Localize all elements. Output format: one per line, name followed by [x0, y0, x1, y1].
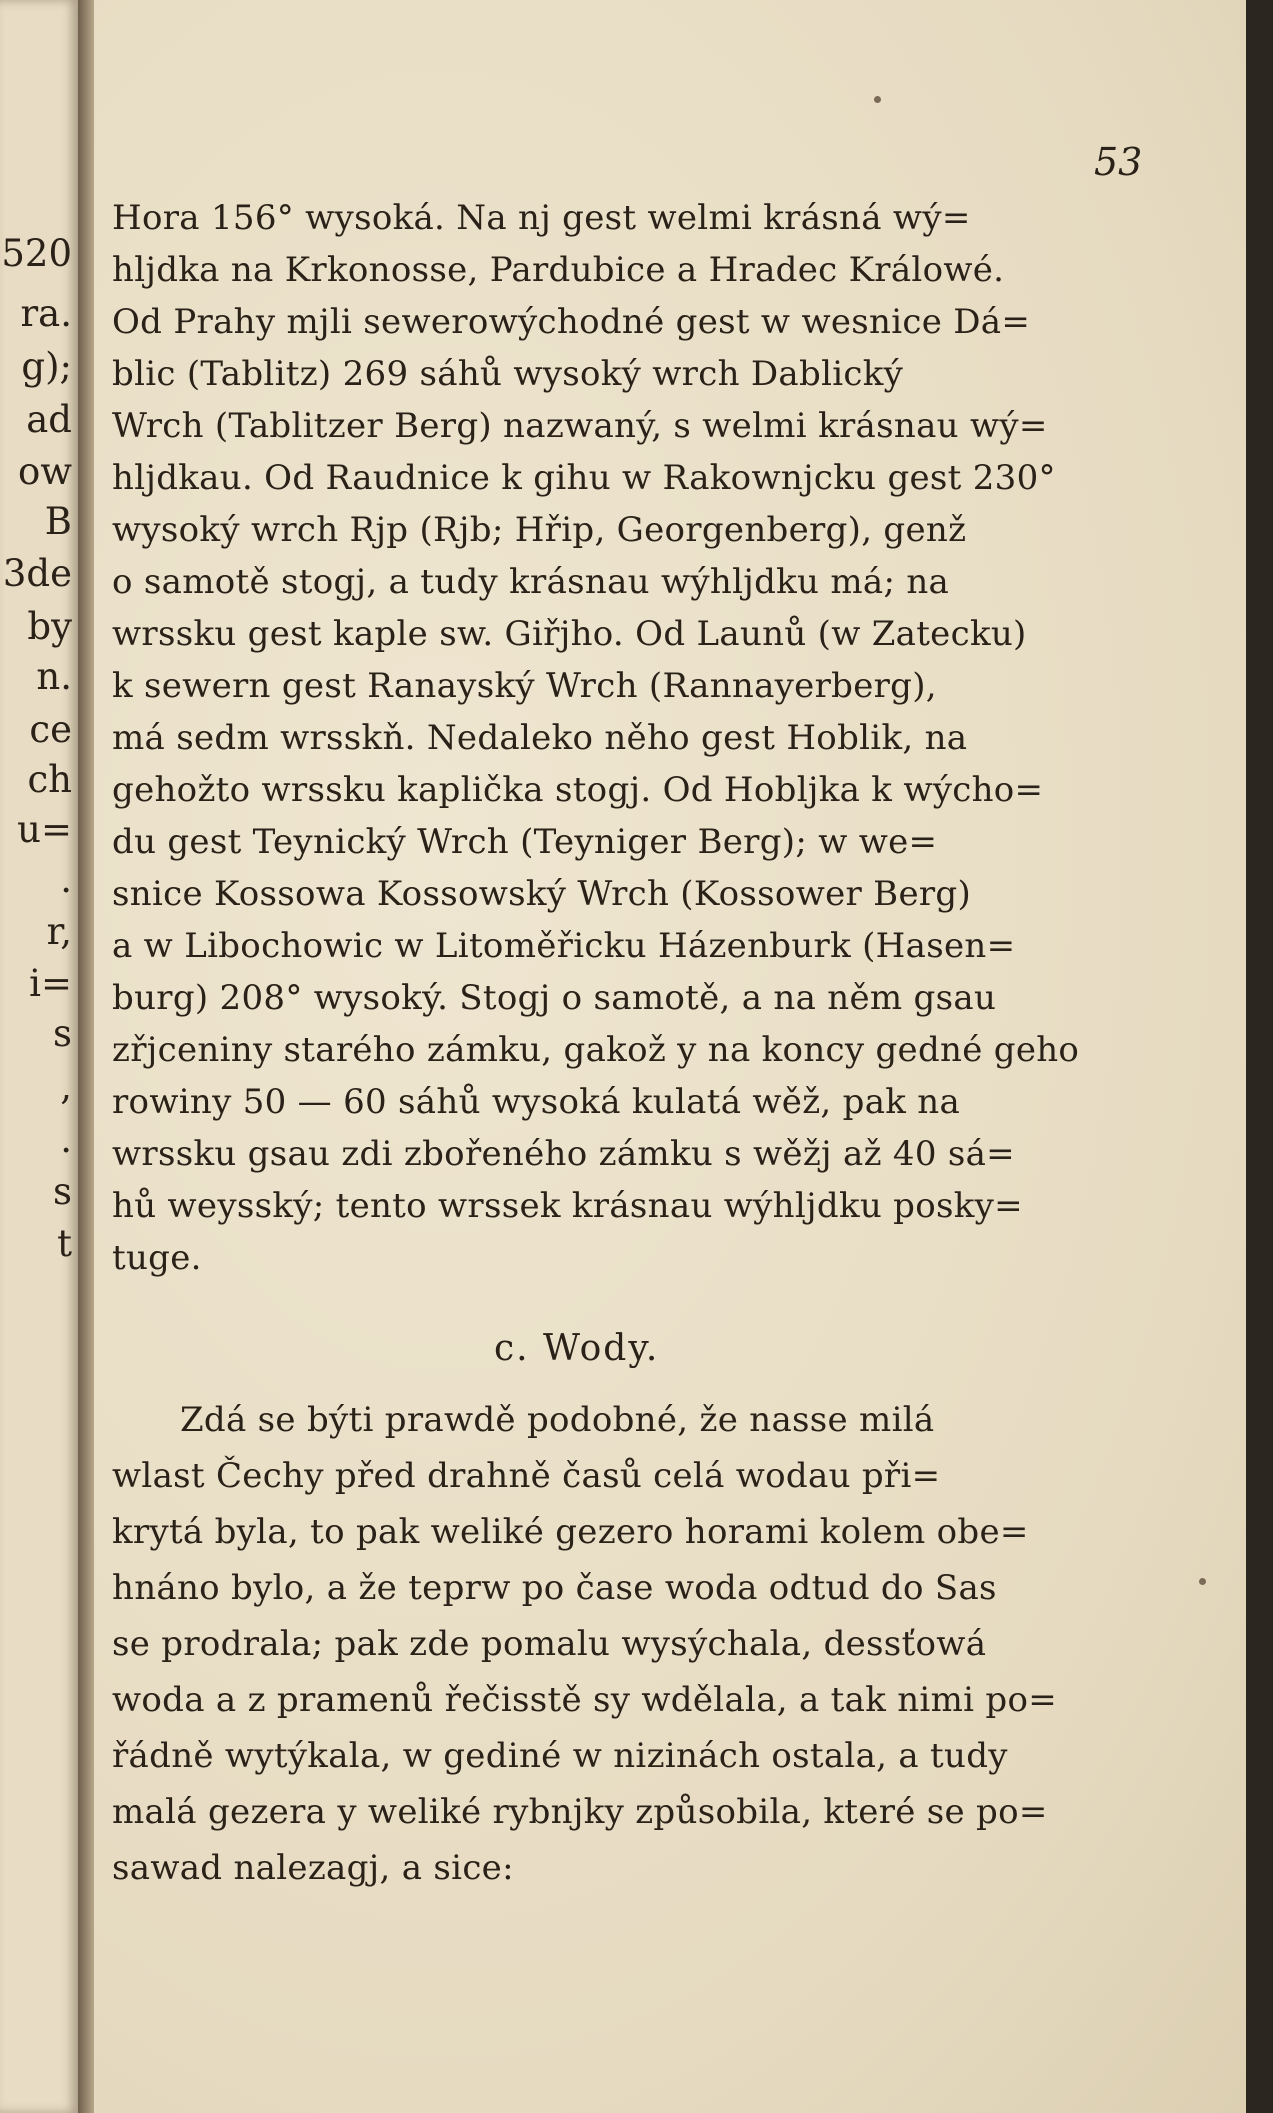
margin-fragment: by [27, 605, 72, 648]
text-line: hů weysský; tento wrssek krásnau wýhljdku posky= [112, 1186, 1023, 1226]
book-gutter [78, 0, 94, 2113]
margin-fragment: 3de [2, 552, 72, 595]
margin-fragment: ra. [20, 292, 72, 335]
text-line: Zdá se býti prawdě podobné, že nasse milá [180, 1400, 935, 1440]
margin-fragment: s [53, 1012, 72, 1055]
section-heading: c. Wody. [494, 1328, 660, 1369]
margin-fragment: i= [29, 962, 72, 1005]
paper-speck [874, 96, 881, 103]
text-line: krytá byla, to pak weliké gezero horami kolem obe= [112, 1512, 1029, 1552]
text-line: má sedm wrsskň. Nedaleko něho gest Hoblik, na [112, 718, 968, 758]
text-line: sawad nalezagj, a sice: [112, 1848, 514, 1888]
margin-fragment: s [53, 1170, 72, 1213]
text-line: a w Libochowic w Litoměřicku Házenburk (Hasen= [112, 926, 1016, 966]
margin-fragment: ad [26, 398, 72, 441]
text-line: hljdka na Krkonosse, Pardubice a Hradec Králowé. [112, 250, 1005, 290]
text-line: k sewern gest Ranayský Wrch (Rannayerberg), [112, 666, 937, 706]
margin-fragment: t [57, 1222, 72, 1265]
text-line: wrssku gest kaple sw. Giřjho. Od Launů (w Zatecku) [112, 614, 1027, 654]
margin-fragment: 520 [1, 232, 72, 275]
text-line: blic (Tablitz) 269 sáhů wysoký wrch Dablický [112, 354, 904, 394]
text-line: woda a z pramenů řečisstě sy wdělala, a tak nimi po= [112, 1680, 1058, 1720]
margin-fragment: g); [21, 345, 72, 388]
margin-fragment: u= [17, 808, 72, 851]
text-line: rowiny 50 — 60 sáhů wysoká kulatá wěž, pak na [112, 1082, 961, 1122]
text-line: tuge. [112, 1238, 202, 1278]
margin-fragment: . [60, 1118, 72, 1161]
text-line: řádně wytýkala, w gediné w nizinách ostala, a tudy [112, 1736, 1008, 1776]
margin-fragment: B [44, 500, 72, 543]
margin-fragment: . [60, 858, 72, 901]
page-number: 53 [1094, 140, 1143, 184]
text-line: snice Kossowa Kossowský Wrch (Kossower Berg) [112, 874, 972, 914]
book-page [94, 0, 1246, 2113]
text-line: wlast Čechy před drahně časů celá wodau při= [112, 1456, 941, 1496]
text-line: wrssku gsau zdi zbořeného zámku s wěžj až 40 sá= [112, 1134, 1015, 1174]
margin-fragment: ce [29, 708, 72, 751]
margin-fragment: n. [36, 655, 72, 698]
text-line: se prodrala; pak zde pomalu wysýchala, dessťowá [112, 1624, 987, 1664]
text-line: wysoký wrch Rjp (Rjb; Hřip, Georgenberg), genž [112, 510, 967, 550]
text-line: o samotě stogj, a tudy krásnau wýhljdku má; na [112, 562, 950, 602]
text-line: Hora 156° wysoká. Na nj gest welmi krásná wý= [112, 198, 971, 238]
previous-page-edge [0, 0, 78, 2113]
text-line: malá gezera y weliké rybnjky způsobila, které se po= [112, 1792, 1048, 1832]
margin-fragment: r, [46, 910, 72, 953]
margin-fragment: , [60, 1065, 72, 1108]
paper-speck [1199, 1578, 1206, 1585]
margin-fragment: ch [27, 758, 72, 801]
text-line: gehožto wrssku kaplička stogj. Od Hobljka k wýcho= [112, 770, 1044, 810]
text-line: hnáno bylo, a že teprw po čase woda odtud do Sas [112, 1568, 997, 1608]
text-line: Wrch (Tablitzer Berg) nazwaný, s welmi krásnau wý= [112, 406, 1048, 446]
text-line: du gest Teynický Wrch (Teyniger Berg); w we= [112, 822, 938, 862]
margin-fragment: ow [18, 450, 72, 493]
text-line: burg) 208° wysoký. Stogj o samotě, a na něm gsau [112, 978, 997, 1018]
text-line: zřjceniny starého zámku, gakož y na koncy gedné geho [112, 1030, 1080, 1070]
text-line: hljdkau. Od Raudnice k gihu w Rakownjcku gest 230° [112, 458, 1056, 498]
right-page-edge [1246, 0, 1273, 2113]
text-line: Od Prahy mjli sewerowýchodné gest w wesnice Dá= [112, 302, 1031, 342]
